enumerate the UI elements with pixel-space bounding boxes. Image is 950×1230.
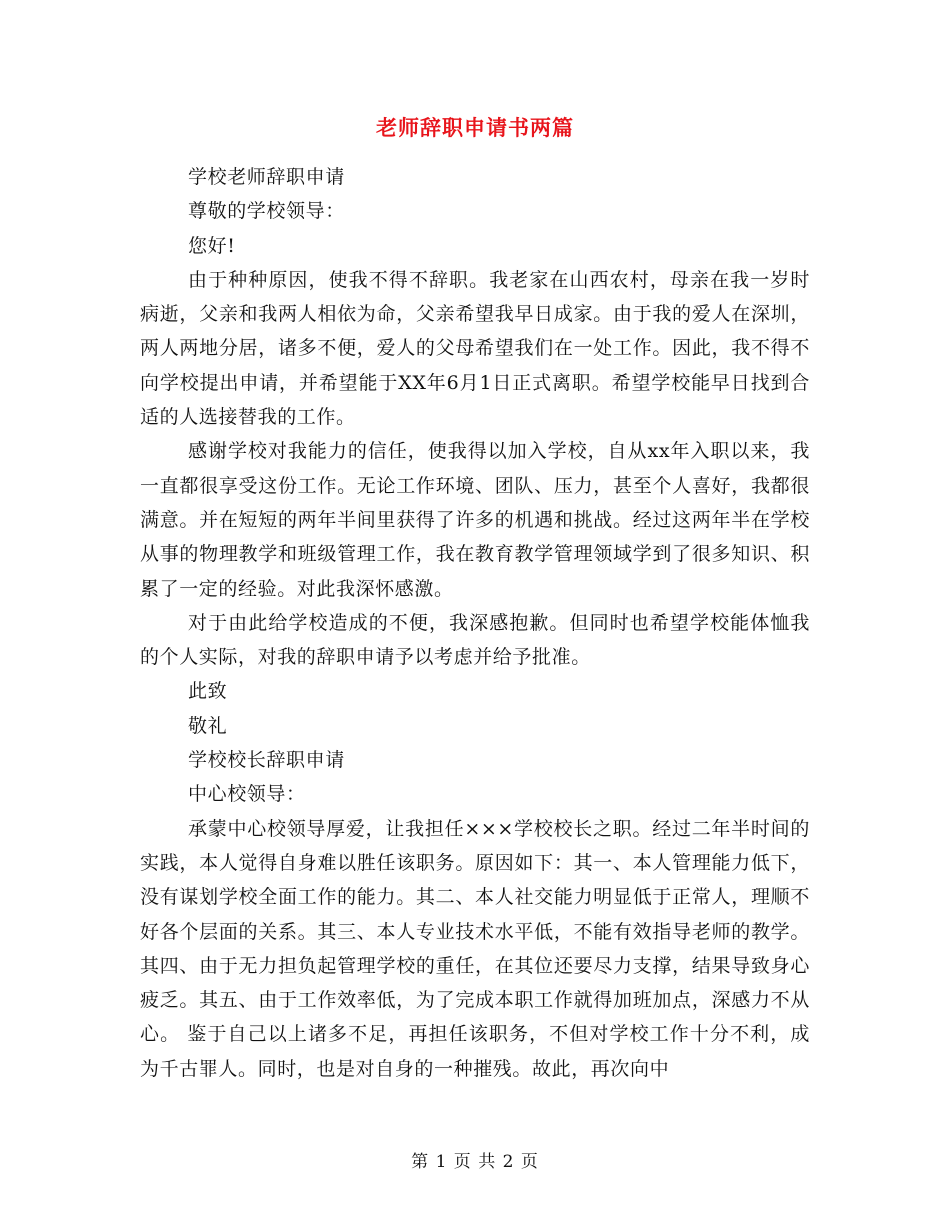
paragraph-closing-1: 此致 [188, 680, 228, 703]
paragraph-heading-teacher: 学校老师辞职申请 [188, 166, 345, 188]
paragraph-closing-2: 敬礼 [188, 714, 228, 737]
document-body [140, 160, 810, 1086]
paragraph-salutation-principal: 中心校领导： [188, 783, 306, 806]
paragraph-salutation: 尊敬的学校领导： [188, 200, 345, 223]
paragraph-reason: 由于种种原因，使我不得不辞职。我老家在山西农村，母亲在我一岁时病逝，父亲和我两人相依为命，父亲希望我早日成家。由于我的爱人在深圳，两人两地分居，诸多不便，爱人的父母希望我们在一处工作。因此，我不得不向学校提出申请，并希望能于XX年6月1日正式离职。希望学校能早日找到合适的人选接替我的工作。 [140, 268, 810, 429]
paragraph-principal-reasons: 承蒙中心校领导厚爱，让我担任×××学校校长之职。经过二年半时间的实践，本人觉得自身难以胜任该职务。原因如下：其一、本人管理能力低下，没有谋划学校全面工作的能力。其二、本人社交能力明显低于正常人，理顺不好各个层面的关系。其三、本人专业技术水平低，不能有效指导老师的教学。其四、由于无力担负起管理学校的重任，在其位还要尽力支撑，结果导致身心疲乏。其五、由于工作效率低，为了完成本职工作就得加班加点，深感力不从心。 鉴于自己以上诸多不足，再担任该职务，不但对学校工作十分不利，成为千古罪人。同时，也是对自身的一种摧残。故此，再次向中 [140, 817, 810, 1080]
paragraph-apology: 对于由此给学校造成的不便，我深感抱歉。但同时也希望学校能体恤我的个人实际，对我的辞职申请予以考虑并给予批准。 [140, 611, 810, 669]
page-footer: 第 1 页 共 2 页 [411, 1152, 539, 1172]
paragraph-thanks: 感谢学校对我能力的信任，使我得以加入学校，自从xx年入职以来，我一直都很享受这份工作。无论工作环境、团队、压力，甚至个人喜好，我都很满意。并在短短的两年半间里获得了许多的机遇和挑战。经过这两年半在学校从事的物理教学和班级管理工作，我在教育教学管理领域学到了很多知识、积累了一定的经验。对此我深怀感激。 [140, 440, 810, 600]
paragraph-greeting: 您好! [188, 234, 236, 257]
document-title: 老师辞职申请书两篇 [376, 115, 574, 140]
paragraph-heading-principal: 学校校长辞职申请 [188, 749, 345, 772]
